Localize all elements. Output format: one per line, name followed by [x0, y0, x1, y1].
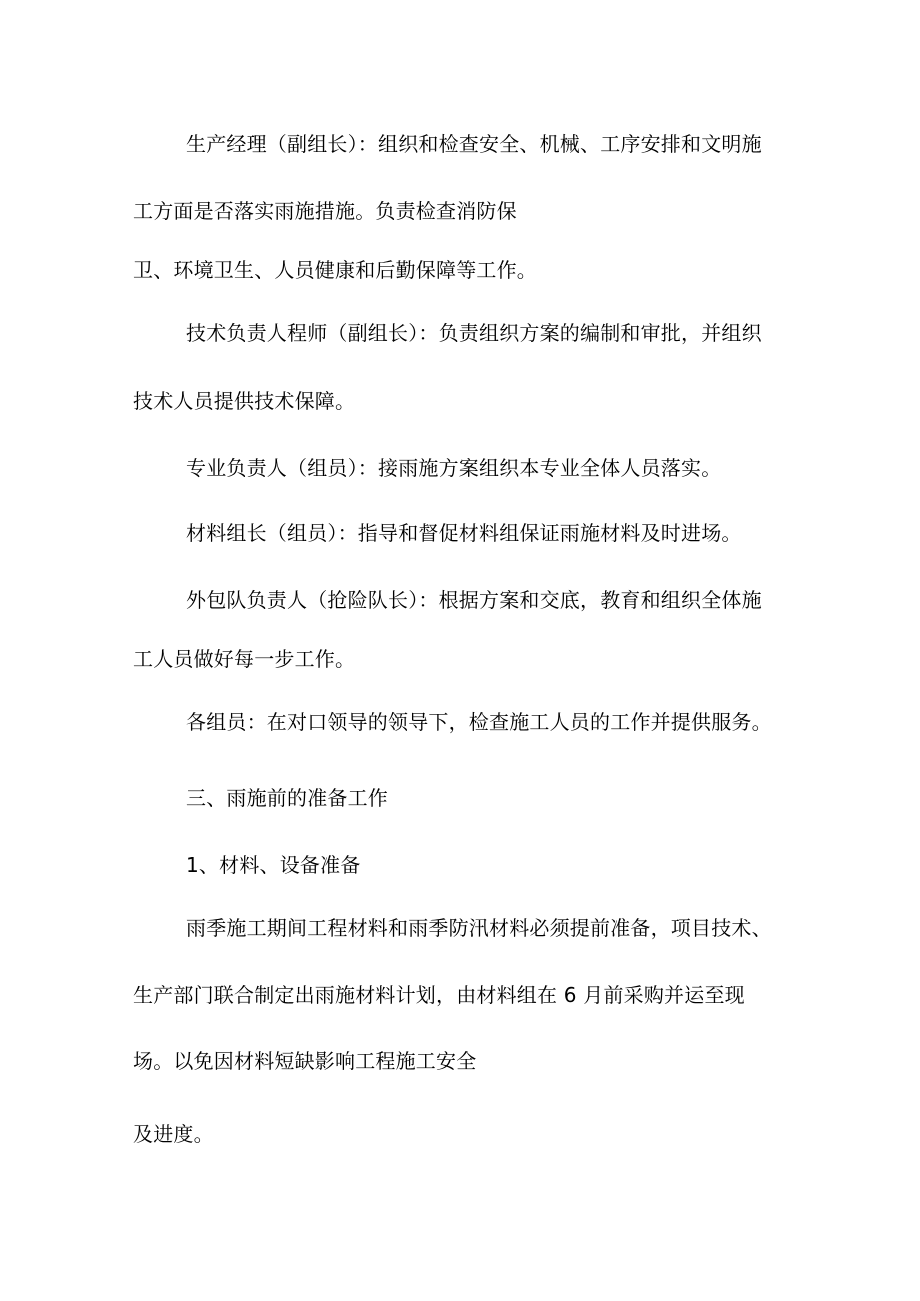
subsection-heading-1: 1、材料、设备准备 [186, 853, 361, 877]
paragraph-subcontractor-lead-line-2: 工人员做好每一步工作。 [133, 647, 356, 671]
paragraph-materials-prep-line-1: 雨季施工期间工程材料和雨季防汛材料必须提前准备，项目技术、 [186, 916, 772, 940]
paragraph-subcontractor-lead-line-1: 外包队负责人（抢险队长）：根据方案和交底，教育和组织全体施 [186, 588, 762, 612]
paragraph-specialty-lead: 专业负责人（组员）：接雨施方案组织本专业全体人员落实。 [186, 456, 722, 480]
paragraph-materials-prep-line-4: 及进度。 [133, 1122, 214, 1146]
paragraph-materials-prep-line-2: 生产部门联合制定出雨施材料计划，由材料组在 6 月前采购并运至现 [133, 983, 745, 1007]
section-heading-3: 三、雨施前的准备工作 [186, 786, 388, 810]
paragraph-materials-prep-line-3: 场。以免因材料短缺影响工程施工安全 [133, 1049, 477, 1073]
paragraph-technical-lead-line-2: 技术人员提供技术保障。 [133, 389, 356, 413]
paragraph-technical-lead-line-1: 技术负责人程师（副组长）：负责组织方案的编制和审批，并组织 [186, 321, 762, 345]
paragraph-production-manager-line-3: 卫、环境卫生、人员健康和后勤保障等工作。 [133, 258, 537, 282]
paragraph-production-manager-line-1: 生产经理（副组长）：组织和检查安全、机械、工序安排和文明施 [186, 132, 762, 156]
paragraph-production-manager-line-2: 工方面是否落实雨施措施。负责检查消防保 [133, 199, 517, 223]
paragraph-team-members: 各组员：在对口领导的领导下，检查施工人员的工作并提供服务。 [186, 710, 772, 734]
paragraph-materials-lead: 材料组长（组员）：指导和督促材料组保证雨施材料及时进场。 [186, 521, 742, 545]
